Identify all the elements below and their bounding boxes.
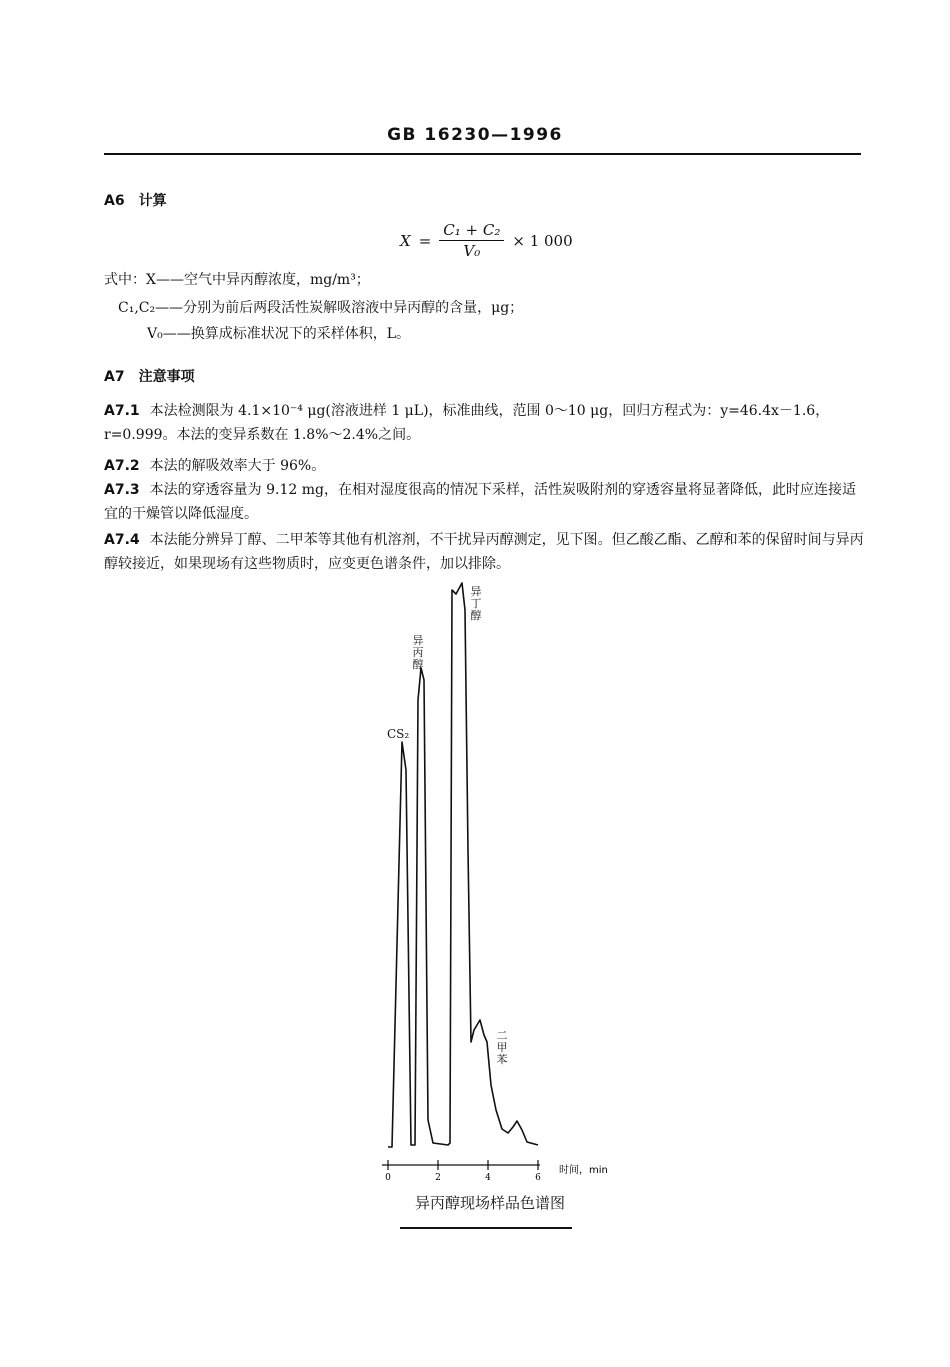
definition-term: C₁,C₂——: [118, 300, 184, 316]
peak-label-cs2: CS₂: [387, 727, 410, 741]
formula-fraction: [439, 221, 504, 260]
section-a6-title: 计算: [138, 193, 167, 209]
axis-tick-label: 4: [485, 1173, 491, 1180]
section-a7-heading: [104, 366, 195, 386]
definition-text: 分别为前后两段活性炭解吸溶液中异丙醇的含量，μg；: [183, 300, 524, 316]
definition-term: V₀——: [147, 326, 191, 342]
peak-label-xylene: 二 甲 苯: [496, 1029, 508, 1066]
axis-tick-label: 0: [385, 1173, 391, 1180]
formula-multiplier: × 1 000: [512, 231, 573, 250]
formula-lhs: X: [400, 231, 411, 250]
definition-c: [118, 299, 523, 317]
paragraph-a7-2: [104, 454, 864, 478]
chromatogram-figure: [370, 580, 630, 1180]
section-a6-heading: [104, 190, 167, 210]
paragraph-text: 本法检测限为 4.1×10⁻⁴ μg(溶液进样 1 μL)，标准曲线，范围 0～10 μg，回归方程式为：y=46.4x－1.6，r=0.999。本法的变异系数在 1.8%～2.4%之间。: [104, 403, 830, 443]
paragraph-number: A7.4: [104, 532, 140, 548]
section-a7-title: 注意事项: [138, 369, 195, 385]
paragraph-text: 本法能分辨异丁醇、二甲苯等其他有机溶剂，不干扰异丙醇测定，见下图。但乙酸乙酯、乙醇和苯的保留时间与异丙醇较接近，如果现场有这些物质时，应变更色谱条件，加以排除。: [104, 532, 864, 572]
paragraph-number: A7.3: [104, 482, 140, 498]
calculation-formula: [400, 221, 573, 260]
definition-x: [104, 271, 370, 289]
section-a6-number: A6: [104, 193, 125, 209]
paragraph-number: A7.2: [104, 458, 140, 474]
definition-v: [147, 325, 410, 343]
figure-caption: 异丙醇现场样品色谱图: [414, 1194, 565, 1212]
formula-equals: =: [418, 231, 432, 250]
axis-tick-label: 6: [535, 1173, 541, 1180]
paragraph-number: A7.1: [104, 403, 140, 419]
paragraph-a7-3: [104, 478, 864, 526]
definition-text: 空气中异丙醇浓度，mg/m³；: [183, 272, 370, 288]
peak-label-isopropanol: 异 丙 醇: [412, 634, 424, 671]
page-header: GB 16230—1996: [387, 125, 563, 145]
paragraph-text: 本法的穿透容量为 9.12 mg，在相对湿度很高的情况下采样，活性炭吸附剂的穿透容量将显著降低，此时应连接适宜的干燥管以降低湿度。: [104, 482, 856, 522]
paragraph-a7-4: [104, 528, 864, 576]
caption-rule: [400, 1227, 572, 1229]
axis-unit-label: 时间，min: [559, 1165, 608, 1176]
paragraph-a7-1: [104, 399, 864, 447]
header-rule: [104, 153, 861, 155]
paragraph-text: 本法的解吸效率大于 96%。: [149, 458, 326, 474]
section-a7-number: A7: [104, 369, 125, 385]
definition-text: 换算成标准状况下的采样体积，L。: [190, 326, 411, 342]
peak-label-isobutanol: 异 丁 醇: [470, 585, 482, 622]
axis-tick-label: 2: [435, 1173, 441, 1180]
definition-term: 式中：X——: [104, 272, 184, 288]
formula-numerator: C₁ + C₂: [439, 221, 504, 241]
formula-denominator: V₀: [463, 242, 481, 260]
